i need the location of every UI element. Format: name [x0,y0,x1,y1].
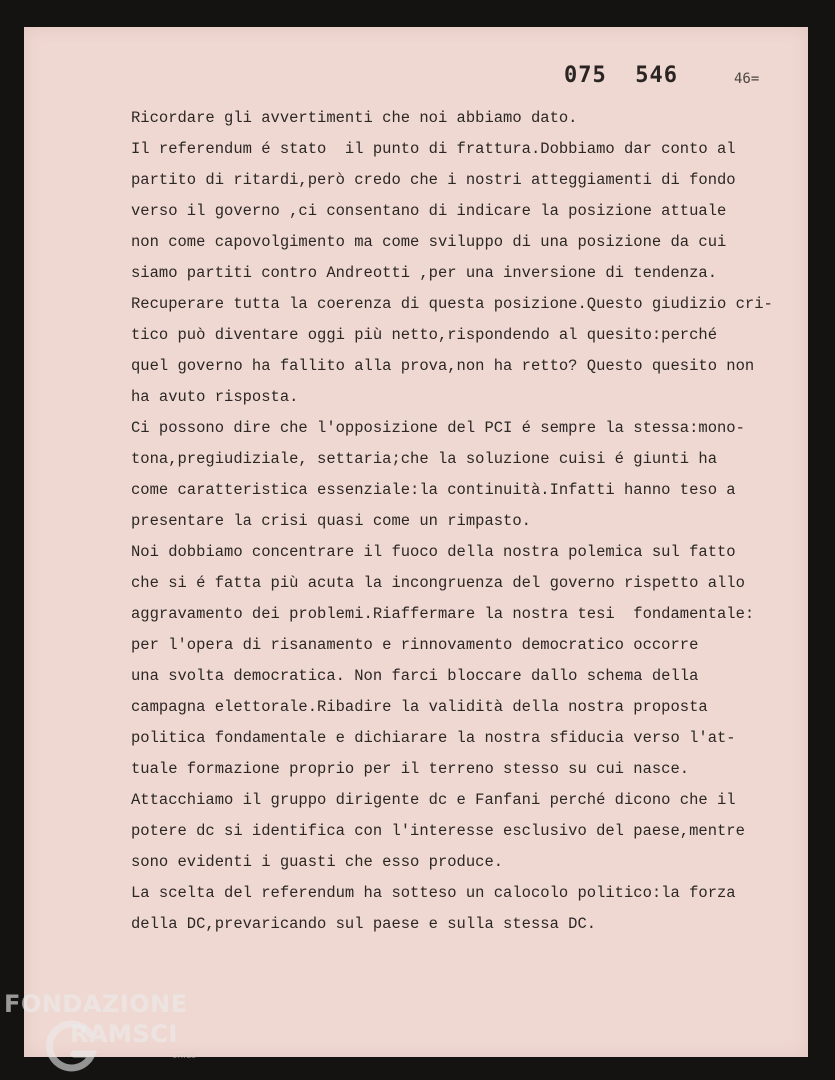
logo-text-line-2: RAMSCI [70,1020,178,1048]
text-line: Ci possono dire che l'opposizione del PCI é sempre la stessa:mono- [131,419,745,437]
text-line: Noi dobbiamo concentrare il fuoco della nostra polemica sul fatto [131,543,736,561]
text-line: aggravamento dei problemi.Riaffermare la nostra tesi fondamentale: [131,605,755,623]
text-line: tona,pregiudiziale, settaria;che la soluzione cuisi é giunti ha [131,450,717,468]
text-line: politica fondamentale e dichiarare la nostra sfiducia verso l'at- [131,729,736,747]
typed-text-body [131,103,773,940]
text-line: della DC,prevaricando sul paese e sulla stessa DC. [131,915,597,933]
paper-sheet [24,27,808,1057]
text-line: La scelta del referendum ha sotteso un calocolo politico:la forza [131,884,736,902]
text-line: quel governo ha fallito alla prova,non ha retto? Questo quesito non [131,357,755,375]
text-line: tuale formazione proprio per il terreno stesso su cui nasce. [131,760,690,778]
fondazione-gramsci-logo [4,990,209,1075]
text-line: potere dc si identifica con l'interesse esclusivo del paese,mentre [131,822,745,840]
text-line: campagna elettorale.Ribadire la validità della nostra proposta [131,698,708,716]
text-line: una svolta democratica. Non farci bloccare dallo schema della [131,667,699,685]
text-line: ha avuto risposta. [131,388,299,406]
text-line: Recuperare tutta la coerenza di questa posizione.Questo giudizio cri- [131,295,773,313]
text-line: presentare la crisi quasi come un rimpasto. [131,512,531,530]
text-line: Ricordare gli avvertimenti che noi abbiamo dato. [131,109,578,127]
page-number: 46= [734,71,760,87]
text-line: siamo partiti contro Andreotti ,per una inversione di tendenza. [131,264,717,282]
text-line: Attacchiamo il gruppo dirigente dc e Fanfani perché dicono che il [131,791,736,809]
text-line: Il referendum é stato il punto di frattura.Dobbiamo dar conto al [131,140,736,158]
text-line: tico può diventare oggi più netto,rispondendo al quesito:perché [131,326,717,344]
archive-number: 075 546 [564,63,678,88]
text-line: partito di ritardi,però credo che i nostri atteggiamenti di fondo [131,171,736,189]
text-line: non come capovolgimento ma come sviluppo di una posizione da cui [131,233,727,251]
logo-onlus: onlus [172,1051,197,1061]
text-line: per l'opera di risanamento e rinnovamento democratico occorre [131,636,699,654]
text-line: verso il governo ,ci consentano di indicare la posizione attuale [131,202,727,220]
logo-text-line-1: FONDAZIONE [4,990,188,1018]
text-line: come caratteristica essenziale:la continuità.Infatti hanno teso a [131,481,736,499]
text-line: che si é fatta più acuta la incongruenza del governo rispetto allo [131,574,745,592]
text-line: sono evidenti i guasti che esso produce. [131,853,504,871]
